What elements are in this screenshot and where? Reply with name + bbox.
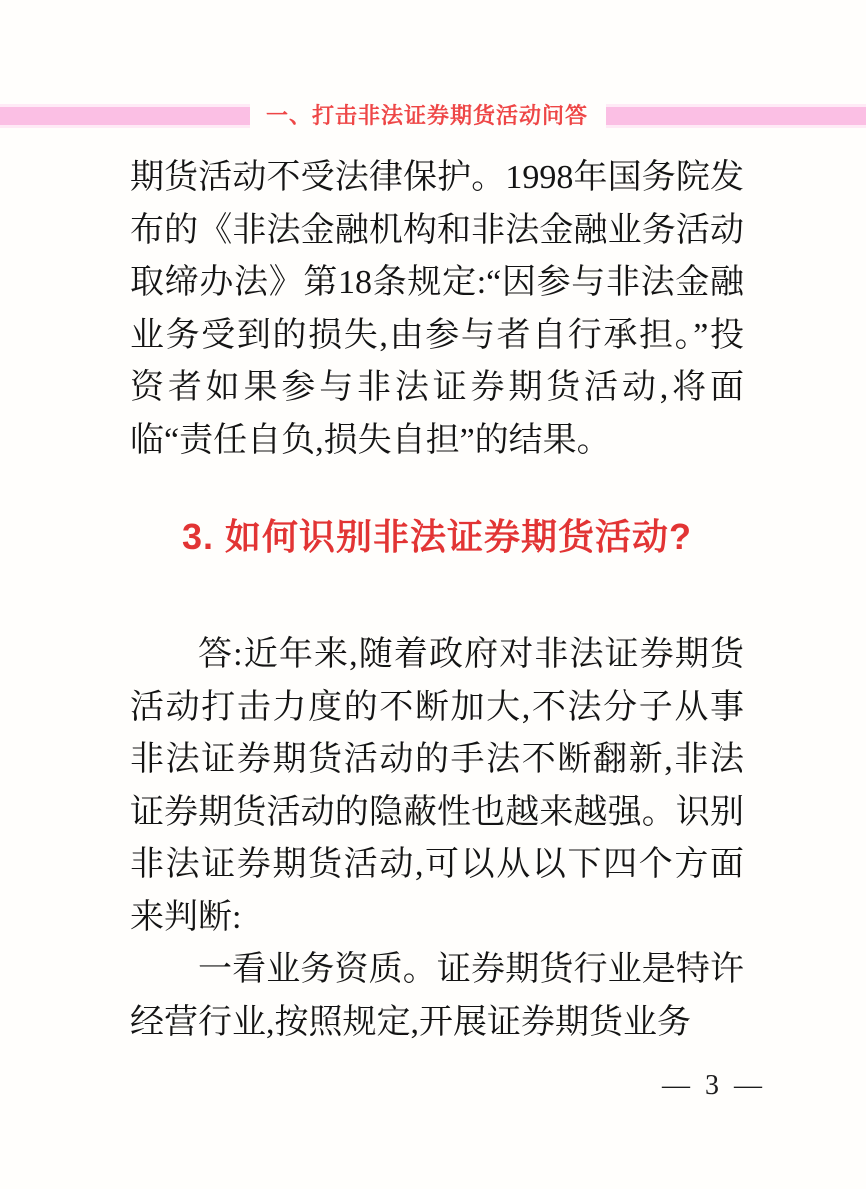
- question-heading: 3. 如何识别非法证券期货活动?: [181, 516, 693, 557]
- answer-paragraph: 答:近年来,随着政府对非法证券期货活动打击力度的不断加大,不法分子从事非法证券期货活动的手法不断翻新,非法证券期货活动的隐蔽性也越来越强。识别非法证券期货活动,可以从以下四个方面来判断:: [130, 636, 744, 936]
- header-decorative-bar-left: [0, 104, 250, 128]
- criteria-paragraph: 一看业务资质。证券期货行业是特许经营行业,按照规定,开展证券期货业务: [130, 951, 744, 1041]
- paragraph-continuation: 期货活动不受法律保护。1998年国务院发布的《非法金融机构和非法金融业务活动取缔办法》第18条规定:“因参与非法金融业务受到的损失,由参与者自行承担。”投资者如果参与非法证券期货活动,将面临“责任自负,损失自担”的结果。: [130, 159, 744, 459]
- chapter-title: 一、打击非法证券期货活动问答: [266, 103, 589, 128]
- running-header: [0, 104, 866, 128]
- page-body: [130, 152, 744, 1049]
- page-footer: [662, 1070, 766, 1102]
- page-number: — 3 —: [662, 1070, 766, 1101]
- header-decorative-bar-right: [606, 104, 866, 128]
